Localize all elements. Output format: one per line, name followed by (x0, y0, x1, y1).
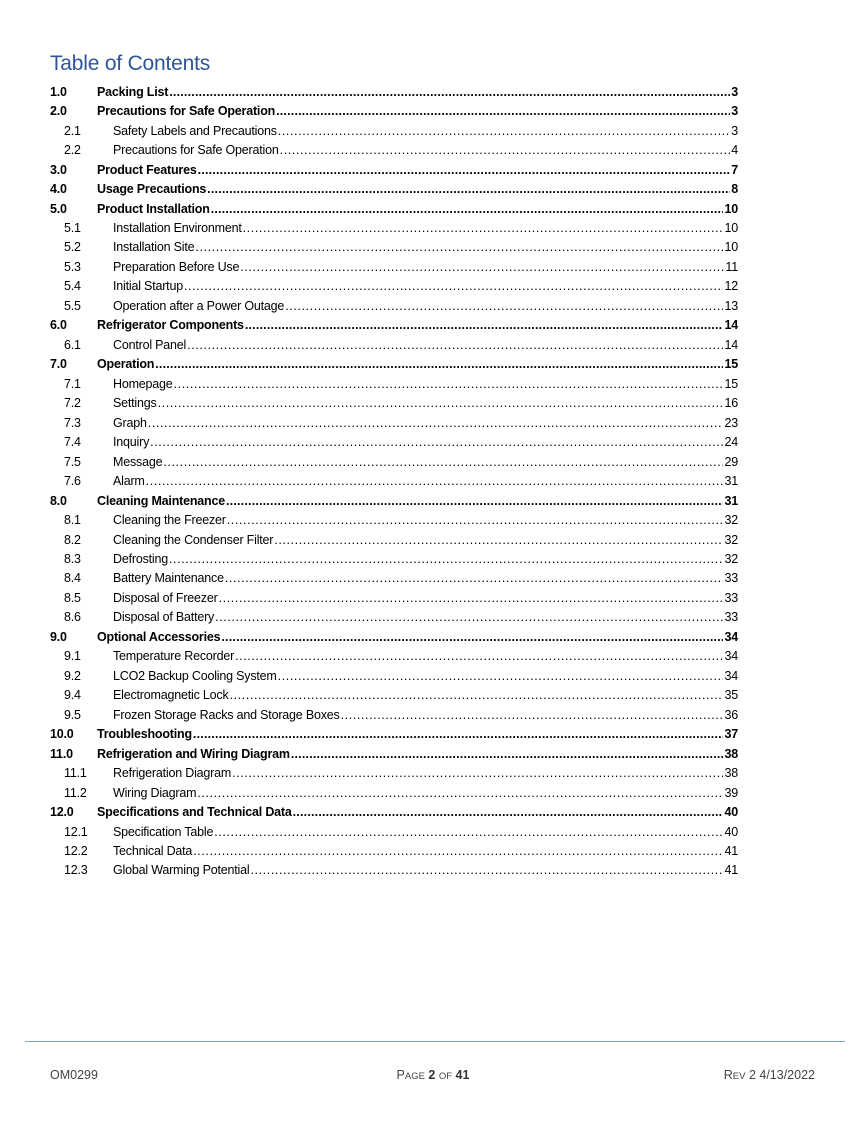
toc-entry[interactable] (50, 569, 738, 588)
dot-leader (158, 396, 724, 410)
dot-leader (174, 377, 724, 391)
toc-entry-page: 33 (724, 571, 738, 586)
toc-entry-title: Installation Environment (113, 221, 242, 236)
toc-entry-title: Cleaning Maintenance (97, 493, 225, 508)
toc-entry[interactable] (50, 374, 738, 393)
dot-leader (274, 533, 723, 547)
toc-entry-number: 7.5 (64, 454, 81, 469)
dot-leader (163, 455, 723, 469)
dot-leader (193, 844, 723, 858)
toc-entry-number: 5.1 (64, 221, 81, 236)
rev-prefix: R (723, 1068, 733, 1082)
toc-entry-title: Technical Data (113, 844, 193, 859)
toc-entry[interactable] (50, 647, 738, 666)
dot-leader (155, 357, 723, 371)
toc-entry-page: 37 (724, 727, 738, 742)
toc-entry-title: Wiring Diagram (113, 785, 197, 800)
toc-entry[interactable] (50, 802, 738, 821)
toc-entry-title: Preparation Before Use (113, 259, 240, 274)
toc-entry-title: Control Panel (113, 337, 187, 352)
footer-divider (25, 1041, 845, 1042)
toc-entry-page: 34 (724, 668, 738, 683)
toc-entry[interactable] (50, 335, 738, 354)
toc-entry-number: 9.5 (64, 707, 81, 722)
toc-entry-number: 11.2 (64, 785, 87, 800)
dot-leader (187, 338, 723, 352)
toc-entry-number: 12.3 (64, 863, 88, 878)
toc-entry-title: Frozen Storage Racks and Storage Boxes (113, 707, 340, 722)
page-title: Table of Contents (50, 52, 211, 75)
toc-entry-page: 36 (724, 707, 738, 722)
toc-entry[interactable] (50, 121, 738, 140)
footer-doc-id: OM0299 (50, 1068, 98, 1082)
toc-entry[interactable] (50, 686, 738, 705)
dot-leader (207, 182, 730, 196)
toc-entry-number: 2.0 (50, 104, 67, 119)
dot-leader (280, 143, 731, 157)
footer-revision (724, 1068, 815, 1082)
toc-entry[interactable] (50, 549, 738, 568)
toc-entry-title: Defrosting (113, 551, 168, 566)
dot-leader (195, 240, 723, 254)
toc-entry-title: Global Warming Potential (113, 863, 250, 878)
toc-entry-title: Electromagnetic Lock (113, 688, 229, 703)
rev-prefix-small: EV (732, 1071, 746, 1082)
toc-entry-number: 8.0 (50, 493, 67, 508)
dot-leader (226, 494, 724, 508)
toc-entry-number: 2.2 (64, 143, 81, 158)
page-of: OF (438, 1071, 453, 1082)
dot-leader (146, 474, 724, 488)
toc-entry-number: 4.0 (50, 182, 67, 197)
toc-entry-page: 7 (731, 162, 738, 177)
toc-entry[interactable] (50, 783, 738, 802)
toc-entry[interactable] (50, 218, 738, 237)
toc-entry-number: 9.4 (64, 688, 81, 703)
toc-entry-number: 9.1 (64, 649, 81, 664)
toc-entry-page: 14 (724, 337, 738, 352)
toc-entry-title: Operation (97, 357, 155, 372)
toc-entry-number: 5.0 (50, 201, 67, 216)
toc-entry-title: Operation after a Power Outage (113, 298, 285, 313)
toc-entry[interactable] (50, 199, 738, 218)
toc-entry-title: Message (113, 454, 163, 469)
toc-entry-title: Product Installation (97, 201, 210, 216)
toc-entry[interactable] (50, 257, 738, 276)
toc-entry-title: Product Features (97, 162, 197, 177)
toc-entry-number: 8.5 (64, 590, 81, 605)
toc-entry-number: 9.2 (64, 668, 81, 683)
dot-leader (240, 260, 724, 274)
toc-entry-title: Specification Table (113, 824, 214, 839)
toc-entry-number: 7.3 (64, 415, 81, 430)
toc-entry-number: 6.1 (64, 337, 81, 352)
toc-entry-title: Alarm (113, 474, 145, 489)
toc-entry-page: 10 (724, 201, 738, 216)
toc-entry-page: 34 (724, 649, 738, 664)
toc-entry[interactable] (50, 82, 738, 101)
dot-leader (211, 202, 724, 216)
toc-entry-title: Usage Precautions (97, 182, 207, 197)
toc-entry-number: 8.2 (64, 532, 81, 547)
dot-leader (169, 552, 724, 566)
toc-entry[interactable] (50, 238, 738, 257)
toc-entry[interactable] (50, 277, 738, 296)
toc-entry-page: 32 (724, 551, 738, 566)
toc-entry[interactable] (50, 763, 738, 782)
toc-entry-title: Precautions for Safe Operation (113, 143, 279, 158)
rev-value: 2 4/13/2022 (748, 1068, 815, 1082)
toc-entry-number: 12.1 (64, 824, 88, 839)
toc-entry-page: 4 (731, 143, 738, 158)
page-total: 41 (455, 1068, 470, 1082)
toc-entry-page: 24 (724, 435, 738, 450)
toc-entry[interactable] (50, 705, 738, 724)
toc-entry-page: 34 (724, 629, 738, 644)
dot-leader (276, 104, 730, 118)
toc-entry[interactable] (50, 822, 738, 841)
dot-leader (227, 513, 724, 527)
toc-entry-number: 7.6 (64, 474, 81, 489)
toc-entry[interactable] (50, 394, 738, 413)
toc-entry[interactable] (50, 510, 738, 529)
dot-leader (225, 571, 724, 585)
toc-entry-number: 6.0 (50, 318, 67, 333)
toc-entry-page: 16 (724, 396, 738, 411)
toc-entry-number: 10.0 (50, 727, 74, 742)
dot-leader (293, 805, 724, 819)
dot-leader (291, 747, 724, 761)
toc-entry[interactable] (50, 316, 738, 335)
toc-entry-page: 12 (724, 279, 738, 294)
toc-entry[interactable] (50, 491, 738, 510)
toc-entry[interactable] (50, 627, 738, 646)
toc-entry[interactable] (50, 608, 738, 627)
toc-entry[interactable] (50, 452, 738, 471)
toc-entry[interactable] (50, 101, 738, 120)
toc-entry-title: LCO2 Backup Cooling System (113, 668, 277, 683)
toc-entry-page: 31 (724, 474, 738, 489)
toc-entry-page: 3 (731, 84, 738, 99)
toc-entry-title: Settings (113, 396, 157, 411)
dot-leader (235, 649, 723, 663)
toc-entry-title: Precautions for Safe Operation (97, 104, 276, 119)
toc-entry[interactable] (50, 413, 738, 432)
dot-leader (278, 669, 724, 683)
toc-entry-title: Disposal of Freezer (113, 590, 218, 605)
toc-entry-number: 8.4 (64, 571, 81, 586)
toc-entry-page: 35 (724, 688, 738, 703)
toc-entry[interactable] (50, 744, 738, 763)
toc-entry-title: Specifications and Technical Data (97, 805, 292, 820)
dot-leader (341, 708, 724, 722)
toc-entry-page: 29 (724, 454, 738, 469)
table-of-contents (50, 82, 738, 880)
toc-entry-page: 3 (731, 123, 738, 138)
toc-entry[interactable] (50, 160, 738, 179)
toc-entry-title: Packing List (97, 84, 169, 99)
toc-entry-title: Cleaning the Condenser Filter (113, 532, 274, 547)
toc-entry-page: 33 (724, 590, 738, 605)
toc-entry-page: 39 (724, 785, 738, 800)
toc-entry-page: 41 (724, 844, 738, 859)
toc-entry-page: 38 (724, 746, 738, 761)
page-current: 2 (428, 1068, 436, 1082)
toc-entry-number: 9.0 (50, 629, 67, 644)
toc-entry-number: 5.4 (64, 279, 81, 294)
toc-entry[interactable] (50, 588, 738, 607)
toc-entry-number: 2.1 (64, 123, 81, 138)
toc-entry-page: 32 (724, 513, 738, 528)
toc-entry-title: Inquiry (113, 435, 150, 450)
toc-entry-number: 11.0 (50, 746, 73, 761)
toc-entry-number: 5.3 (64, 259, 81, 274)
toc-entry-page: 10 (724, 240, 738, 255)
toc-entry-page: 11 (725, 259, 738, 274)
dot-leader (198, 163, 731, 177)
toc-entry-number: 12.2 (64, 844, 88, 859)
toc-entry-title: Homepage (113, 376, 173, 391)
toc-entry-title: Graph (113, 415, 147, 430)
toc-entry-page: 33 (724, 610, 738, 625)
toc-entry-title: Battery Maintenance (113, 571, 224, 586)
toc-entry-title: Installation Site (113, 240, 195, 255)
toc-entry-number: 5.2 (64, 240, 81, 255)
page-prefix: P (396, 1068, 405, 1082)
dot-leader (232, 766, 723, 780)
toc-entry-number: 7.4 (64, 435, 81, 450)
toc-entry-page: 32 (724, 532, 738, 547)
toc-entry-page: 15 (724, 357, 738, 372)
dot-leader (245, 318, 724, 332)
dot-leader (285, 299, 723, 313)
dot-leader (243, 221, 724, 235)
toc-entry[interactable] (50, 432, 738, 451)
toc-entry-number: 5.5 (64, 298, 81, 313)
toc-entry-number: 1.0 (50, 84, 67, 99)
dot-leader (193, 727, 724, 741)
toc-entry-number: 12.0 (50, 805, 74, 820)
toc-entry-page: 14 (724, 318, 738, 333)
toc-entry-page: 40 (724, 805, 738, 820)
toc-entry-page: 40 (724, 824, 738, 839)
toc-entry-title: Disposal of Battery (113, 610, 215, 625)
dot-leader (221, 630, 723, 644)
toc-entry[interactable] (50, 861, 738, 880)
dot-leader (250, 863, 723, 877)
toc-entry[interactable] (50, 471, 738, 490)
dot-leader (214, 825, 723, 839)
toc-entry[interactable] (50, 296, 738, 315)
toc-entry-page: 13 (724, 298, 738, 313)
dot-leader (169, 85, 730, 99)
toc-entry-title: Cleaning the Freezer (113, 513, 226, 528)
toc-entry-title: Refrigeration Diagram (113, 766, 232, 781)
dot-leader (148, 416, 724, 430)
toc-entry-page: 41 (724, 863, 738, 878)
toc-entry-number: 7.1 (64, 376, 81, 391)
toc-entry-title: Refrigeration and Wiring Diagram (97, 746, 290, 761)
toc-entry-title: Refrigerator Components (97, 318, 244, 333)
toc-entry-number: 7.0 (50, 357, 67, 372)
dot-leader (150, 435, 723, 449)
toc-entry[interactable] (50, 355, 738, 374)
dot-leader (278, 124, 730, 138)
toc-entry-title: Troubleshooting (97, 727, 192, 742)
toc-entry-page: 3 (731, 104, 738, 119)
page-prefix-small: AGE (404, 1071, 425, 1082)
dot-leader (219, 591, 724, 605)
toc-entry-page: 10 (724, 221, 738, 236)
toc-entry-page: 31 (724, 493, 738, 508)
toc-entry-title: Initial Startup (113, 279, 183, 294)
toc-entry-number: 8.6 (64, 610, 81, 625)
toc-entry-page: 15 (724, 376, 738, 391)
toc-entry-number: 8.1 (64, 513, 81, 528)
dot-leader (184, 279, 724, 293)
toc-entry[interactable] (50, 140, 738, 159)
toc-entry-number: 11.1 (64, 766, 87, 781)
toc-entry-number: 3.0 (50, 162, 67, 177)
toc-entry-page: 23 (724, 415, 738, 430)
toc-entry[interactable] (50, 530, 738, 549)
toc-entry-page: 8 (731, 182, 738, 197)
dot-leader (230, 688, 724, 702)
toc-entry[interactable] (50, 666, 738, 685)
toc-entry-number: 8.3 (64, 551, 81, 566)
toc-entry-number: 7.2 (64, 396, 81, 411)
dot-leader (197, 786, 723, 800)
toc-entry-title: Safety Labels and Precautions (113, 123, 277, 138)
toc-entry[interactable] (50, 841, 738, 860)
toc-entry-page: 38 (724, 766, 738, 781)
dot-leader (215, 610, 723, 624)
toc-entry-title: Optional Accessories (97, 629, 221, 644)
toc-entry[interactable] (50, 179, 738, 198)
toc-entry-title: Temperature Recorder (113, 649, 235, 664)
toc-entry[interactable] (50, 724, 738, 743)
